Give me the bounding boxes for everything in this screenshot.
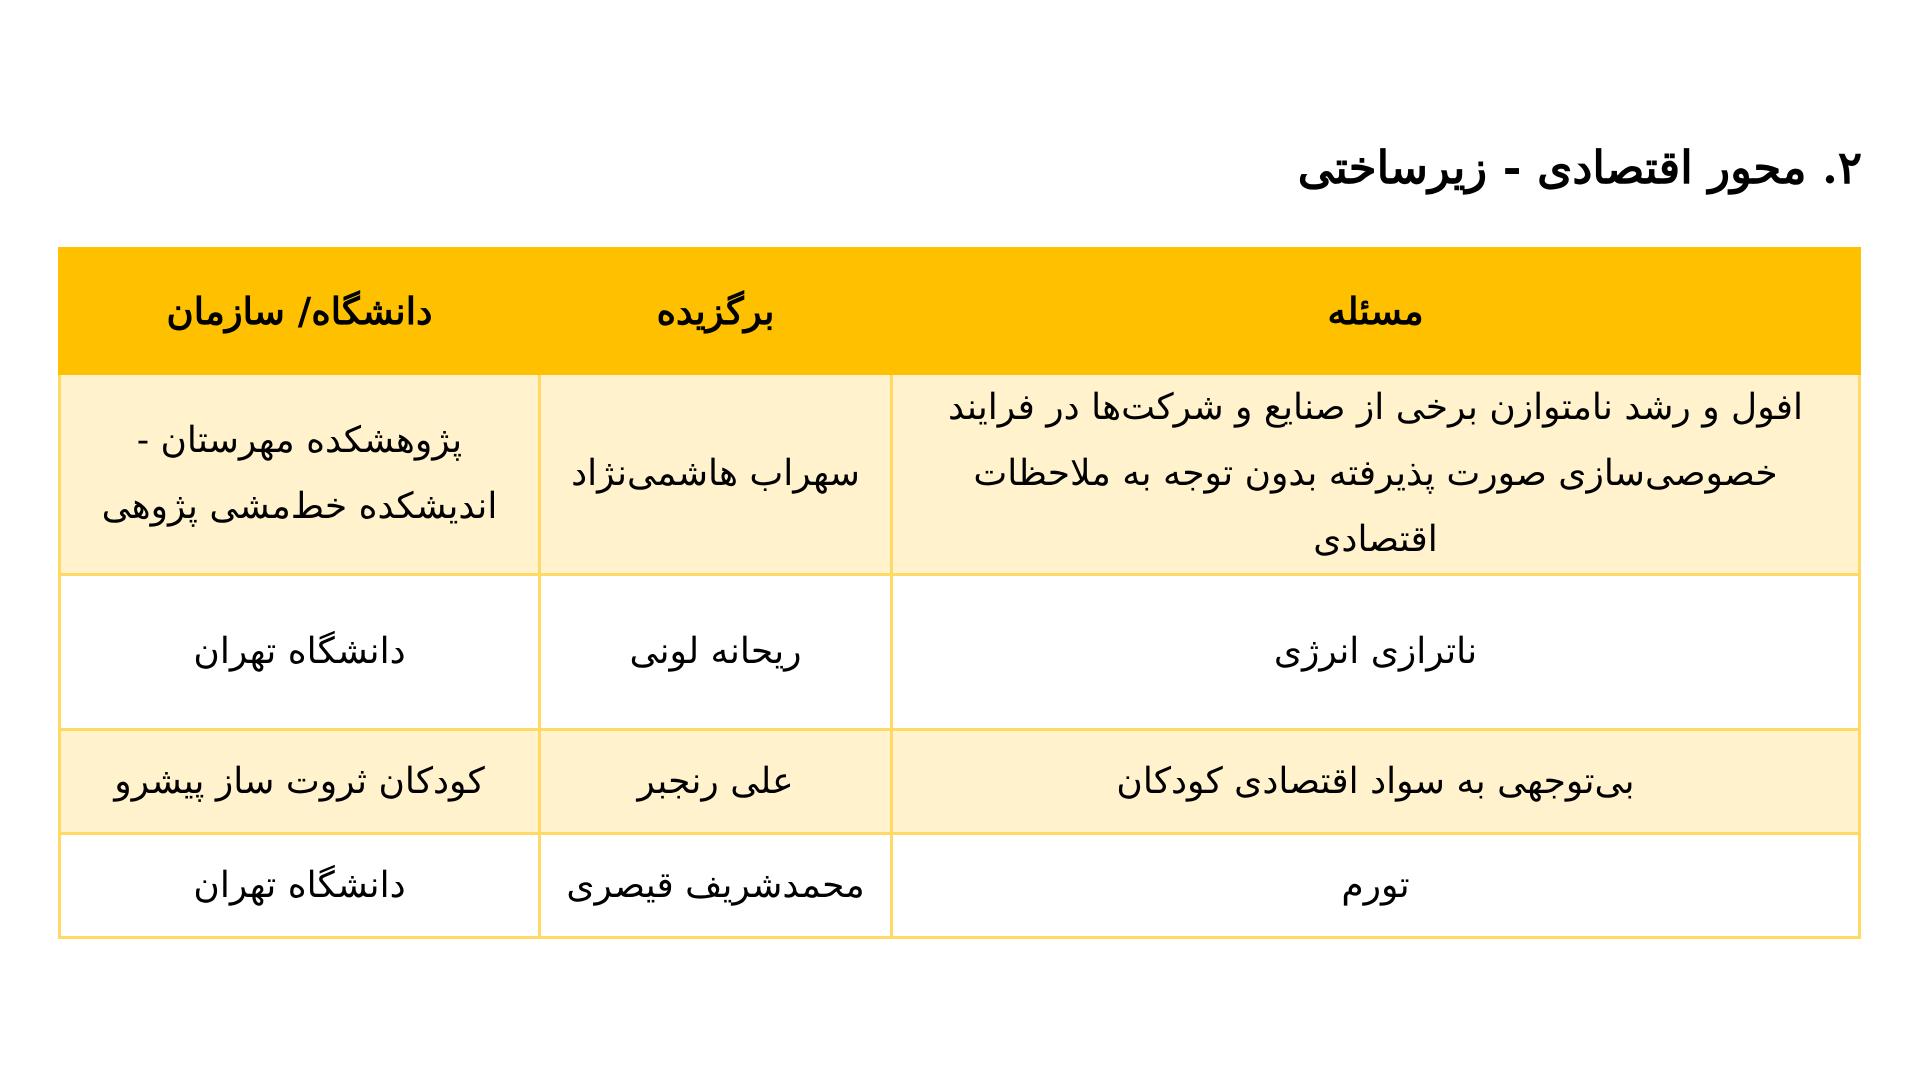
cell-organization: پژوهشکده مهرستان - اندیشکده خط‌مشی پژوهی xyxy=(60,374,540,575)
cell-winner: محمدشریف قیصری xyxy=(540,834,892,938)
cell-issue: افول و رشد نامتوازن برخی از صنایع و شرکت‌ها در فرایند خصوصی‌سازی صورت پذیرفته بدون توجه به ملاحظات اقتصادی xyxy=(892,374,1860,575)
table-container xyxy=(61,247,1861,939)
cell-issue: تورم xyxy=(892,834,1860,938)
cell-winner: ریحانه لونی xyxy=(540,575,892,730)
cell-issue: بی‌توجهی به سواد اقتصادی کودکان xyxy=(892,730,1860,834)
cell-winner: سهراب هاشمی‌نژاد xyxy=(540,374,892,575)
table-row xyxy=(60,730,1860,834)
header-issue: مسئله xyxy=(892,249,1860,374)
table-row xyxy=(60,834,1860,938)
table-body xyxy=(60,374,1860,938)
winners-table xyxy=(58,247,1861,939)
cell-issue: ناترازی انرژی xyxy=(892,575,1860,730)
cell-organization: دانشگاه تهران xyxy=(60,834,540,938)
header-winner: برگزیده xyxy=(540,249,892,374)
header-organization: دانشگاه/ سازمان xyxy=(60,249,540,374)
table-row xyxy=(60,374,1860,575)
cell-winner: علی رنجبر xyxy=(540,730,892,834)
table-header-row xyxy=(60,249,1860,374)
table-row xyxy=(60,575,1860,730)
cell-organization: دانشگاه تهران xyxy=(60,575,540,730)
cell-organization: کودکان ثروت ساز پیشرو xyxy=(60,730,540,834)
section-title: ۲. محور اقتصادی - زیرساختی xyxy=(1297,141,1862,194)
table-header xyxy=(60,249,1860,374)
